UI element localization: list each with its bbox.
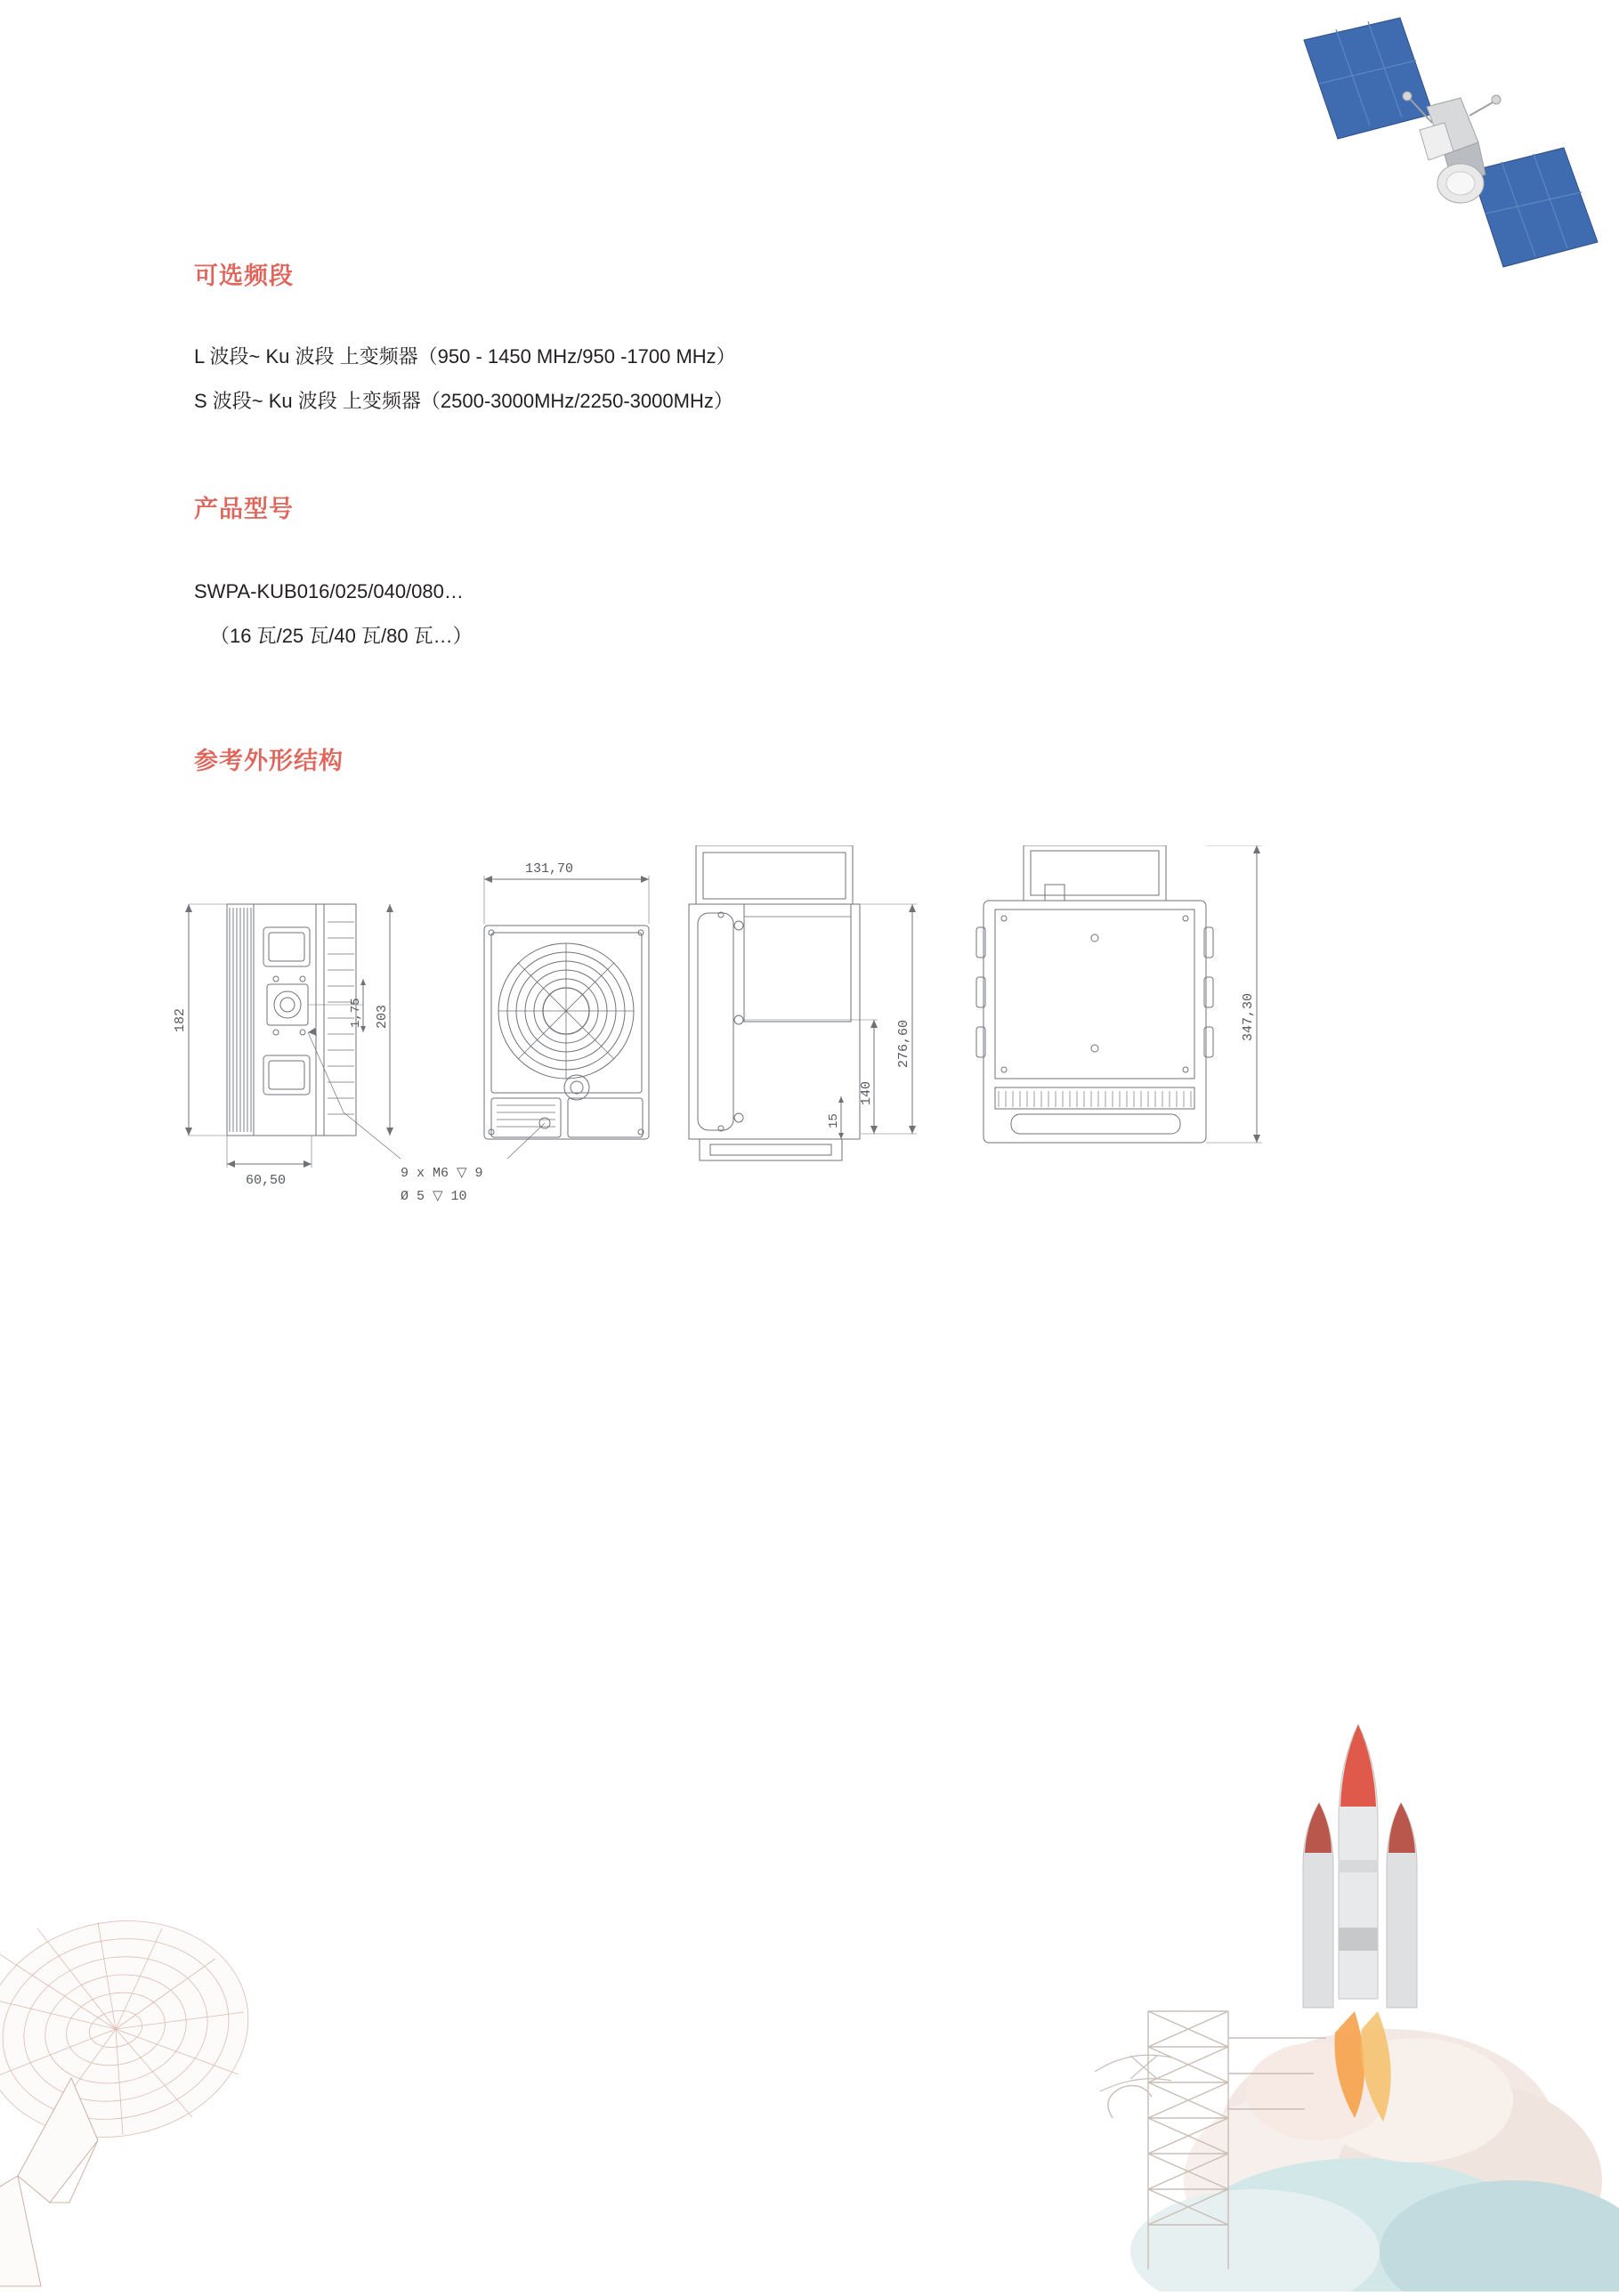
section-heading-product-model: 产品型号 [194,496,294,522]
section-heading-optional-bands: 可选频段 [194,263,294,289]
radio-telescope-dish-illustration [0,1909,285,2292]
dim-front-width: 60,50 [246,1173,287,1188]
drawing-callout-line-2: Ø 5 ▽ 10 [401,1189,467,1204]
rocket-launch-illustration [1095,1718,1619,2292]
dim-side-mid: 140 [859,1080,874,1105]
optional-bands-line-2: S 波段~ Ku 波段 上变频器（2500-3000MHz/2250-3000MHz） [194,390,733,412]
dim-front-height: 182 [173,1007,188,1032]
optional-bands-line-1: L 波段~ Ku 波段 上变频器（950 - 1450 MHz/950 -1700 MHz） [194,345,736,368]
drawing-callout-line-1: 9 x M6 ▽ 9 [401,1166,483,1181]
dim-top-width: 131,70 [525,861,574,877]
outline-drawing [134,845,1486,1424]
dim-front-small: 1,75 [349,998,363,1028]
product-model-line-2: （16 瓦/25 瓦/40 瓦/80 瓦…） [210,625,473,647]
satellite-illustration [1295,9,1602,294]
dim-front-depth: 203 [375,1004,390,1029]
product-model-line-1: SWPA-KUB016/025/040/080… [194,580,464,602]
section-heading-outline-structure: 参考外形结构 [194,748,344,774]
dim-side-small: 15 [827,1113,841,1128]
dim-back-height: 347,30 [1241,992,1256,1041]
dim-side-total: 276,60 [896,1019,911,1068]
